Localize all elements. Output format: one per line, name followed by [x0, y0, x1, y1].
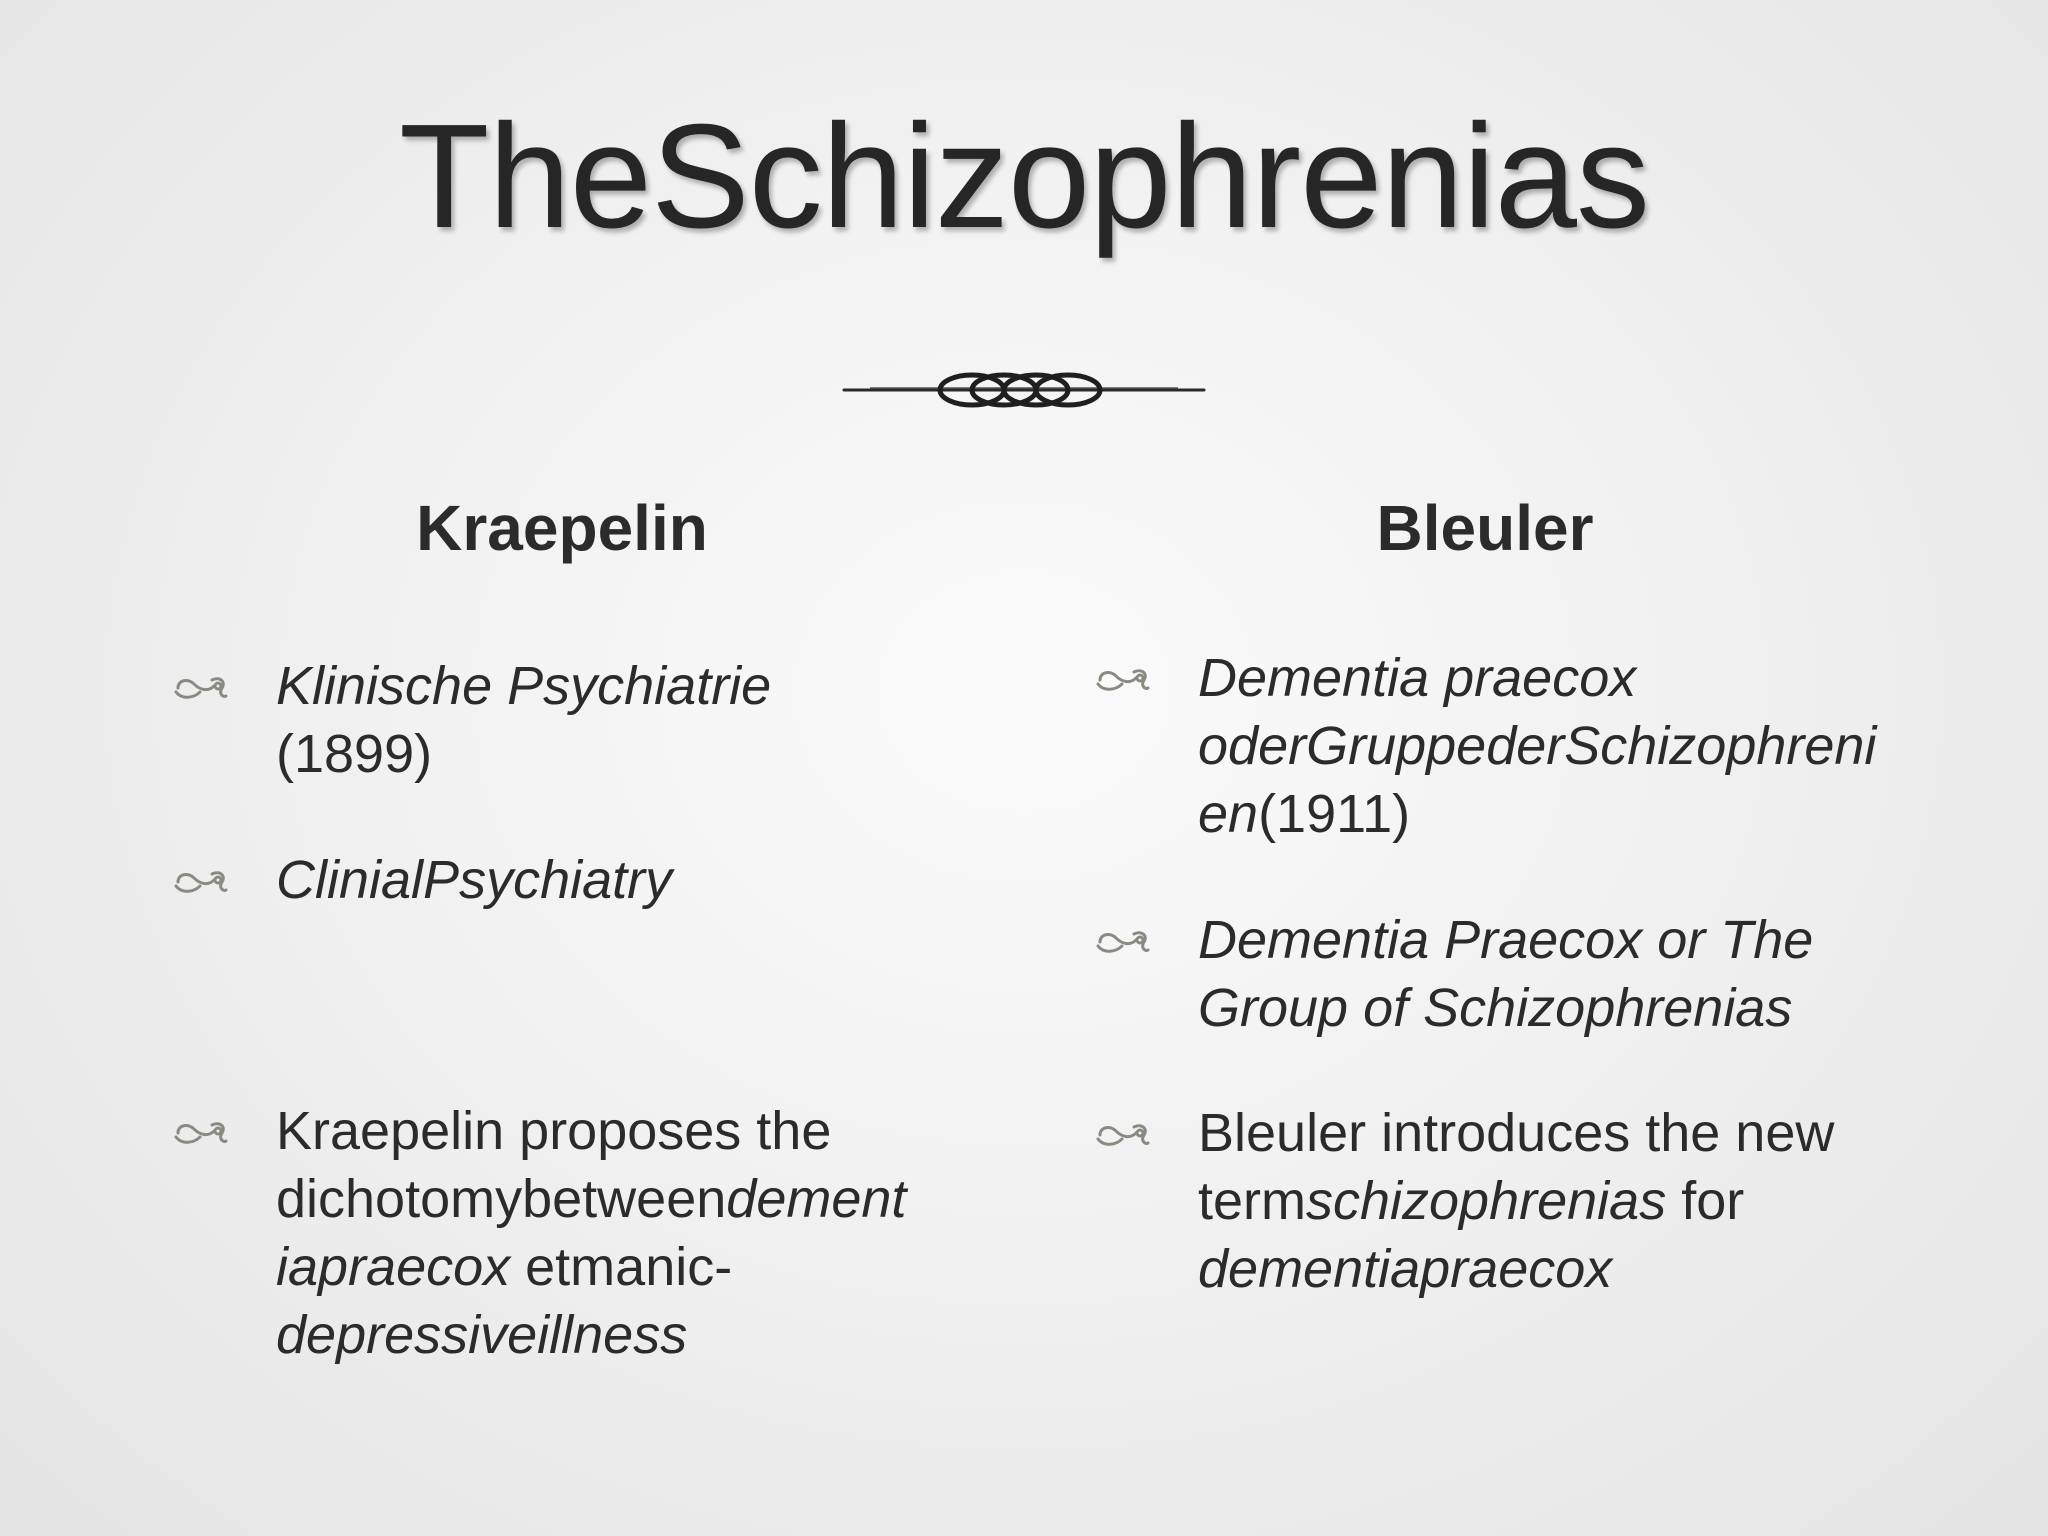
bullet-text	[1198, 906, 2018, 1042]
fleuron-bullet-icon	[1096, 1121, 1150, 1149]
italic-text-run: ClinialPsychiatry	[276, 850, 673, 910]
bullet-text	[1198, 644, 2018, 848]
fleuron-bullet-icon	[174, 868, 228, 896]
italic-text-run: depressiveillness	[276, 1305, 688, 1365]
bullet-line	[276, 1097, 956, 1165]
bullet-line	[1198, 780, 2018, 848]
italic-text-run: dement	[726, 1169, 907, 1229]
fleuron-bullet-icon	[174, 1119, 228, 1147]
fleuron-bullet-icon	[1096, 928, 1150, 956]
italic-text-run: Dementia praecox	[1198, 648, 1637, 708]
italic-text-run: en	[1198, 784, 1259, 844]
bullet-text	[276, 1097, 956, 1369]
bullet-text	[276, 846, 956, 914]
text-run: (1911)	[1258, 784, 1411, 844]
italic-text-run: dementiapraecox	[1198, 1239, 1613, 1299]
italic-text-run: Klinische Psychiatrie	[276, 656, 772, 716]
bullet-line	[1198, 1167, 2018, 1235]
slide-title: TheSchizophrenias	[399, 94, 1649, 259]
bullet-line	[276, 1301, 956, 1369]
text-run: etmanic-	[510, 1237, 733, 1297]
bullet-line	[1198, 1099, 2018, 1167]
italic-text-run: Dementia Praecox or The	[1198, 910, 1814, 970]
ornamental-divider-icon	[840, 362, 1208, 418]
bullet-line	[276, 1165, 956, 1233]
bullet-line	[1198, 712, 2018, 780]
bullet-text	[276, 652, 956, 788]
bullet-line	[1198, 644, 2018, 712]
italic-text-run: iapraecox	[276, 1237, 511, 1297]
bullet-line	[276, 846, 956, 914]
kraepelin-heading: Kraepelin	[416, 492, 708, 564]
bleuler-heading: Bleuler	[1376, 492, 1594, 564]
fleuron-bullet-icon	[174, 674, 228, 702]
bullet-line	[276, 720, 956, 788]
bullet-text	[1198, 1099, 2018, 1303]
fleuron-bullet-icon	[1096, 666, 1150, 694]
text-run: dichotomybetween	[276, 1169, 727, 1229]
text-run: Kraepelin proposes the	[276, 1101, 832, 1161]
text-run: Bleuler introduces the new	[1198, 1103, 1835, 1163]
italic-text-run: schizophrenias	[1306, 1171, 1667, 1231]
bullet-line	[276, 652, 956, 720]
text-run: term	[1198, 1171, 1306, 1231]
bullet-line	[276, 1233, 956, 1301]
bullet-line	[1198, 1235, 2018, 1303]
text-run: (1899)	[276, 724, 433, 784]
italic-text-run: Group of Schizophrenias	[1198, 978, 1793, 1038]
bullet-line	[1198, 974, 2018, 1042]
italic-text-run: oderGruppederSchizophreni	[1198, 716, 1877, 776]
bullet-line	[1198, 906, 2018, 974]
text-run: for	[1666, 1171, 1745, 1231]
